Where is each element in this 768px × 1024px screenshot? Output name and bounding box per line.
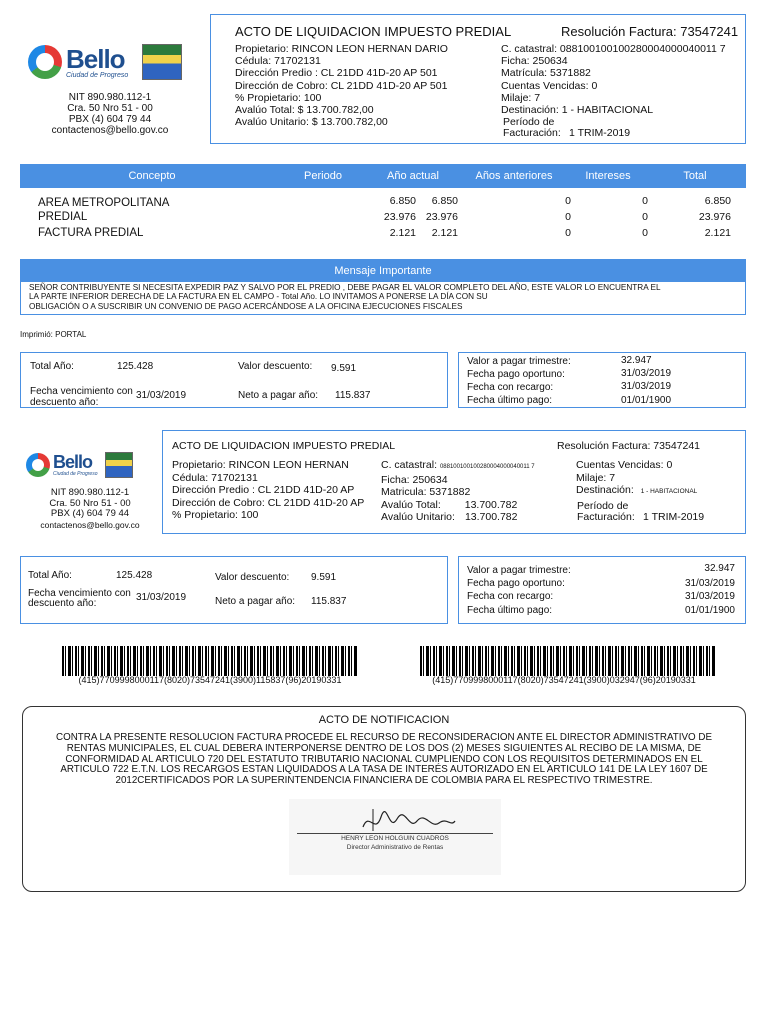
owner-line-6: Avalúo Total: $ 13.700.782,00 [235,104,374,117]
cell-total: 23.976 [698,211,731,223]
property-line-2: Ficha: 250634 [501,55,568,68]
cell-periodo: 6.850 [389,195,416,207]
email: contactenos@bello.gov.co [51,125,169,136]
recargo-label: Fecha con recargo: [467,382,554,393]
owner-line-2-5: % Propietario: 100 [172,509,259,521]
matricula-2: Matricula: 5371882 [381,486,471,498]
contact-block [20,92,200,136]
valor-trimestre-label-2: Valor a pagar trimestre: [467,565,571,576]
liquidation-title: ACTO DE LIQUIDACION IMPUESTO PREDIAL [235,24,512,39]
cell-concepto: AREA METROPOLITANA [38,197,170,209]
owner-line-4: Dirección de Cobro: CL 21DD 41D-20 AP 501 [235,79,448,92]
resolucion: Resolución Factura: 73547241 [561,24,739,39]
property-info-2 [381,459,535,524]
recargo-value: 31/03/2019 [621,381,672,392]
nit: NIT 890.980.112-1 [68,92,152,103]
phone: PBX (4) 604 79 44 [68,114,152,125]
descuento-value: 9.591 [331,363,357,374]
status-info-2 [576,459,697,499]
oportuno-value: 31/03/2019 [621,368,672,379]
cell-total: 6.850 [704,195,731,207]
logo-subtitle-small: Ciudad de Progreso [53,471,98,477]
owner-info-2 [172,459,364,522]
ultimo-value-2: 01/01/1900 [684,605,735,616]
table-header [20,164,746,188]
barcode-right-text: (415)7709998000117(8020)73547241(3900)032947(96)20190331 [432,675,696,685]
cell-anteriores: 0 [565,211,571,223]
cell-actual: 6.850 [431,195,458,207]
recargo-value-2: 31/03/2019 [684,591,735,602]
destinacion-value-2: 1 - HABITACIONAL [640,488,698,495]
phone-small: PBX (4) 604 79 44 [50,508,130,519]
bello-logo-mark-icon [28,45,62,79]
col-concepto: Concepto [128,170,176,182]
cell-intereses: 0 [642,211,648,223]
col-actual: Año actual [387,170,439,182]
contact-block-small [20,488,160,530]
ultimo-value: 01/01/1900 [621,395,672,406]
owner-line-3: Dirección Predio : CL 21DD 41D-20 AP 501 [235,67,438,80]
nit-small: NIT 890.980.112-1 [50,487,130,498]
oportuno-value-2: 31/03/2019 [684,578,735,589]
venc-label-1: Fecha vencimiento con [30,386,133,397]
bello-logo [28,40,208,84]
property-line-5: Milaje: 7 [501,91,541,104]
descuento-label-2: Valor descuento: [215,572,290,583]
barcode-right [420,646,716,676]
owner-line-1: Propietario: RINCON LEON HERNAN DARIO [235,43,448,55]
totals-box [20,352,448,408]
owner-info [235,43,448,128]
city-shield-small-icon [105,452,133,478]
notification-line-1: CONTRA LA PRESENTE RESOLUCION FACTURA PROCEDE EL RECURSO DE RECONSIDERACION ANTE EL DIRECTOR ADMINISTRATIVO DE [56,732,712,743]
table-row [20,194,746,210]
cell-periodo: 2.121 [389,227,416,239]
property-line-4: Cuentas Vencidas: 0 [501,79,598,92]
cuentas-vencidas-2: Cuentas Vencidas: 0 [576,459,673,471]
imprimio: Imprimió: PORTAL [20,330,87,339]
barcode-left-text: (415)7709998000117(8020)73547241(3900)115837(96)20190331 [78,675,342,685]
venc-value: 31/03/2019 [136,390,187,401]
address: Cra. 50 Nro 51 - 00 [67,103,153,114]
venc-label-1-2: Fecha vencimiento con [28,588,131,599]
avaluo-total-value-2: 13.700.782 [464,498,518,511]
signature-area [289,799,501,875]
ultimo-label: Fecha último pago: [467,395,553,406]
cell-total: 2.121 [704,227,731,239]
venc-value-2: 31/03/2019 [136,592,187,603]
property-line-3: Matrícula: 5371882 [501,67,591,80]
destinacion-label-2: Destinación: [576,484,634,496]
periodo-label-1-2: Período de [577,500,629,512]
notification-text [29,733,739,787]
message-text [29,283,741,311]
bello-logo-mark-small-icon [26,453,50,477]
message-box [20,259,746,315]
cell-anteriores: 0 [565,195,571,207]
periodo-label-2: Facturación: [503,127,561,139]
totals-box-2 [20,556,448,624]
property-info [501,43,726,116]
catastral-value-2: 088100100100280004000040011 7 [439,464,535,470]
venc-label-2: descuento año: [30,397,99,408]
message-line-2: LA PARTE INFERIOR DERECHA DE LA FACTURA EN EL CAMPO - Total Año. LO INVITAMOS A PONERSE LA DÍA CON SU [29,292,488,302]
cell-actual: 2.121 [431,227,458,239]
neto-label-2: Neto a pagar año: [215,596,296,607]
signer-name: HENRY LEON HOLGUIN CUADROS [341,835,449,842]
periodo-label-1: Período de [503,116,555,128]
table-row [20,210,746,226]
owner-line-5: % Propietario: 100 [235,91,322,104]
owner-line-2: Cédula: 71702131 [235,55,321,68]
col-total: Total [683,170,707,182]
owner-line-7: Avalúo Unitario: $ 13.700.782,00 [235,116,388,129]
cell-actual: 23.976 [425,211,458,223]
neto-label: Neto a pagar año: [238,390,319,401]
periodo-value-2: 1 TRIM-2019 [643,511,705,523]
cell-concepto: FACTURA PREDIAL [38,227,144,239]
notification-line-3: CONFORMIDAD AL ARTICULO 720 DEL ESTATUTO TRIBUTARIO NACIONAL CUMPLIENDO CON LOS REQUISITOS DETERMINADOS EN EL [65,753,703,765]
avaluo-unitario-value-2: 13.700.782 [464,511,518,523]
liquidation-title-2: ACTO DE LIQUIDACION IMPUESTO PREDIAL [172,440,396,452]
message-line-3: OBLIGACIÓN O A SUSCRIBIR UN CONVENIO DE PAGO ACERCÁNDOSE A LA OFICINA EJECUCIONES FISCALES [29,301,463,311]
valor-trimestre-value-2: 32.947 [704,563,735,574]
notification-line-5: 2012CERTIFICADOS POR LA SUPERINTENDENCIA FINANCIERA DE COLOMBIA PARA EL RESPECTIVO TRIMESTRE. [115,775,653,787]
valor-trimestre-value: 32.947 [621,355,652,366]
owner-line-2-1: Propietario: RINCON LEON HERNAN [172,459,349,471]
oportuno-label-2: Fecha pago oportuno: [467,578,565,589]
periodo-value: 1 TRIM-2019 [569,127,631,139]
resolucion-2: Resolución Factura: 73547241 [557,440,701,452]
col-periodo: Periodo [304,170,342,182]
oportuno-label: Fecha pago oportuno: [467,369,565,380]
city-shield-icon [142,44,182,80]
table-row [20,226,746,242]
address-small: Cra. 50 Nro 51 - 00 [49,497,131,509]
liquidation-box [210,14,746,144]
trimestre-box-2 [458,556,746,624]
notification-box [22,706,746,892]
logo-word: Bello [66,43,125,74]
descuento-value-2: 9.591 [311,572,337,583]
liquidation-box-2 [162,430,746,534]
concept-table-body [20,194,746,250]
avaluo-total-label-2: Avalúo Total: [381,498,441,511]
total-value: 125.428 [117,361,154,372]
cell-intereses: 0 [642,195,648,207]
descuento-label: Valor descuento: [238,361,313,372]
message-line-1: SEÑOR CONTRIBUYENTE SI NECESITA EXPEDIR PAZ Y SALVO POR EL PREDIO , DEBE PAGAR EL VALOR COMPLETO DEL AÑO, ESTE VALOR LO ENCUENTRA EL [29,283,661,292]
venc-label-2-2: descuento año: [28,598,97,609]
message-title: Mensaje Importante [334,265,432,277]
col-intereses: Intereses [585,170,631,182]
periodo-label-2-2: Facturación: [577,511,635,523]
owner-line-2-4: Dirección de Cobro: CL 21DD 41D-20 AP [172,496,365,509]
bello-logo-small [26,450,156,480]
notification-line-2: RENTAS MUNICIPALES, EL CUAL DEBERA INTERPONERSE DENTRO DE LOS DOS (2) MESES SIGUIENTES AL RECIBO DE LA MISMA, DE [66,742,702,754]
message-title-bar [21,260,745,282]
cell-intereses: 0 [642,227,648,239]
valor-trimestre-label: Valor a pagar trimestre: [467,356,571,367]
ficha-2: Ficha: 250634 [381,473,448,486]
signer-title: Director Administrativo de Rentas [346,844,444,851]
property-line-1: C. catastral: 088100100100280004000040011 7 [501,43,726,55]
cell-anteriores: 0 [565,227,571,239]
barcode-left [62,646,358,676]
owner-line-2-2: Cédula: 71702131 [172,471,258,484]
col-anteriores: Años anteriores [475,170,553,182]
avaluo-unitario-label-2: Avalúo Unitario: [381,511,455,523]
cell-periodo: 23.976 [383,211,416,223]
total-value-2: 125.428 [116,570,153,581]
owner-line-2-3: Dirección Predio : CL 21DD 41D-20 AP [172,484,355,496]
trimestre-box [458,352,746,408]
catastral-label-2: C. catastral: [381,459,438,471]
milaje-2: Milaje: 7 [576,471,616,484]
email-small: contactenos@bello.gov.co [40,519,140,530]
logo-subtitle: Ciudad de Progreso [66,71,129,79]
total-label-2: Total Año: [28,570,72,581]
property-line-6: Destinación: 1 - HABITACIONAL [501,104,654,117]
notification-title: ACTO DE NOTIFICACION [318,714,450,726]
total-label: Total Año: [30,361,74,372]
recargo-label-2: Fecha con recargo: [467,591,554,602]
logo-word-small: Bello [53,452,93,472]
cell-concepto: PREDIAL [38,211,88,223]
ultimo-label-2: Fecha último pago: [467,605,553,616]
notification-line-4: ARTICULO 722 E.T.N. LOS RECARGOS ESTAN LIQUIDADOS A LA TASA DE INTERÉS AUTORIZADO EN EL ARTICULO 141 DE LA LEY 1607 DE [60,764,708,776]
neto-value: 115.837 [335,390,371,401]
neto-value-2: 115.837 [311,596,347,607]
